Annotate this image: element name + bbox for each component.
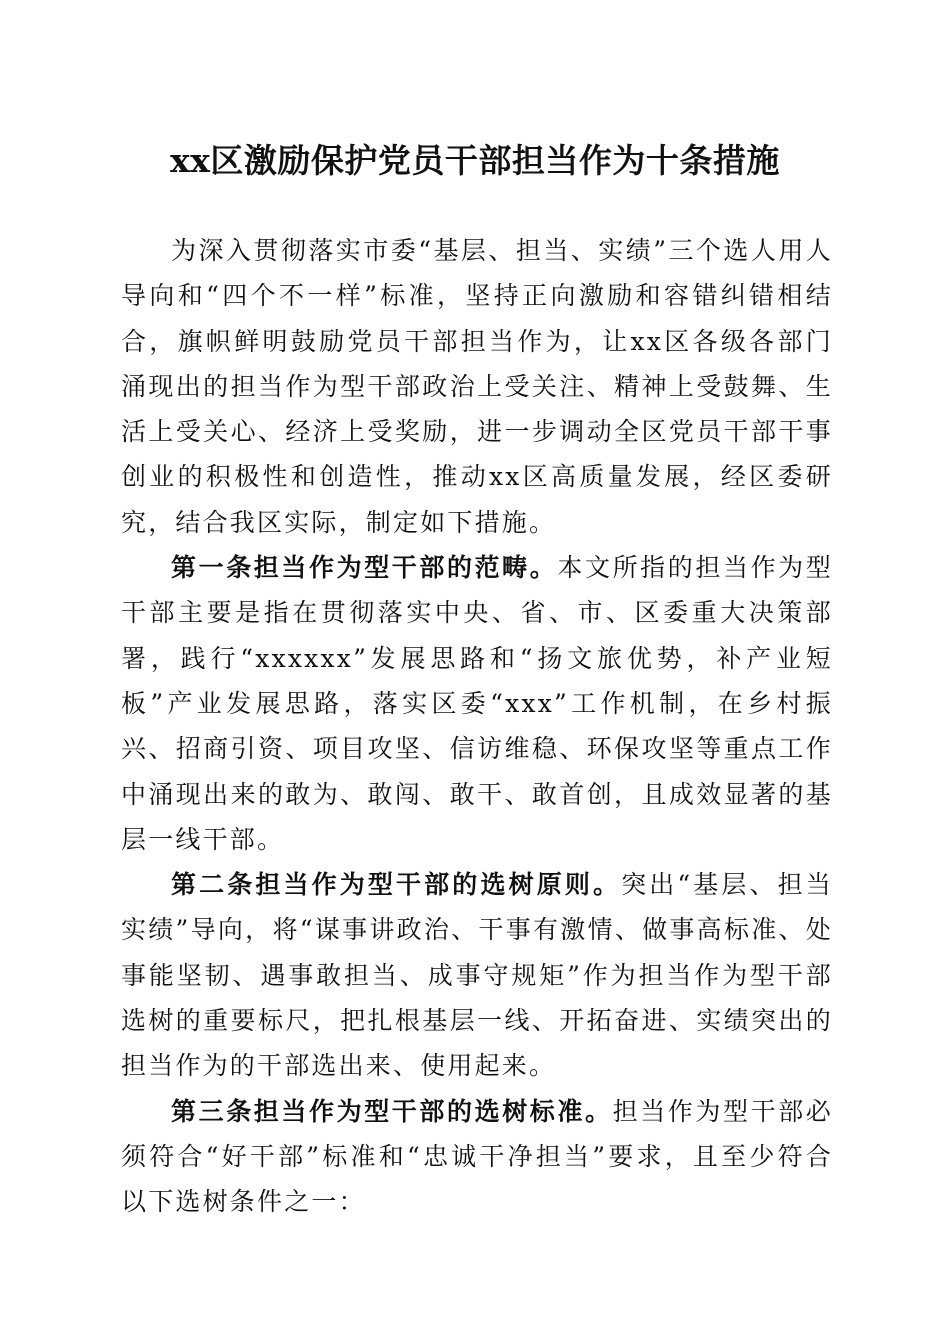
paragraph-text: 突出“基层、担当实绩”导向，将“谋事讲政治、干事有激情、做事高标准、处事能坚韧、遇事敢担当、成事守规矩”作为担当作为型干部选树的重要标尺，把扎根基层一线、开拓奋进、实绩突出的担当作为的干部选出来、使用起来。 xyxy=(121,870,833,1081)
document-title: xx区激励保护党员干部担当作为十条措施 xyxy=(170,141,780,180)
paragraph-text: 本文所指的担当作为型干部主要是指在贯彻落实中央、省、市、区委重大决策部署，践行“xxxxxx”发展思路和“扬文旅优势，补产业短板”产业发展思路，落实区委“xxx”工作机制，在乡村振兴、招商引资、项目攻坚、信访维稳、环保攻坚等重点工作中涌现出来的敢为、敢闯、敢干、敢首创，且成效显著的基层一线干部。 xyxy=(121,553,833,854)
document-body xyxy=(121,228,833,1225)
article-3-heading: 第三条担当作为型干部的选树标准。 xyxy=(171,1096,613,1126)
paragraph-intro xyxy=(121,228,833,545)
paragraph-text: 担当作为型干部必须符合“好干部”标准和“忠诚干净担当”要求，且至少符合以下选树条件之一： xyxy=(121,1096,833,1217)
article-1-heading: 第一条担当作为型干部的范畴。 xyxy=(171,553,558,583)
article-2-heading: 第二条担当作为型干部的选树原则。 xyxy=(171,870,622,900)
paragraph-article-1 xyxy=(121,545,833,862)
paragraph-article-3 xyxy=(121,1089,833,1225)
paragraph-article-2 xyxy=(121,862,833,1088)
paragraph-text: 为深入贯彻落实市委“基层、担当、实绩”三个选人用人导向和“四个不一样”标准，坚持正向激励和容错纠错相结合，旗帜鲜明鼓励党员干部担当作为，让xx区各级各部门涌现出的担当作为型干部政治上受关注、精神上受鼓舞、生活上受关心、经济上受奖励，进一步调动全区党员干部干事创业的积极性和创造性，推动xx区高质量发展，经区委研究，结合我区实际，制定如下措施。 xyxy=(121,236,833,537)
